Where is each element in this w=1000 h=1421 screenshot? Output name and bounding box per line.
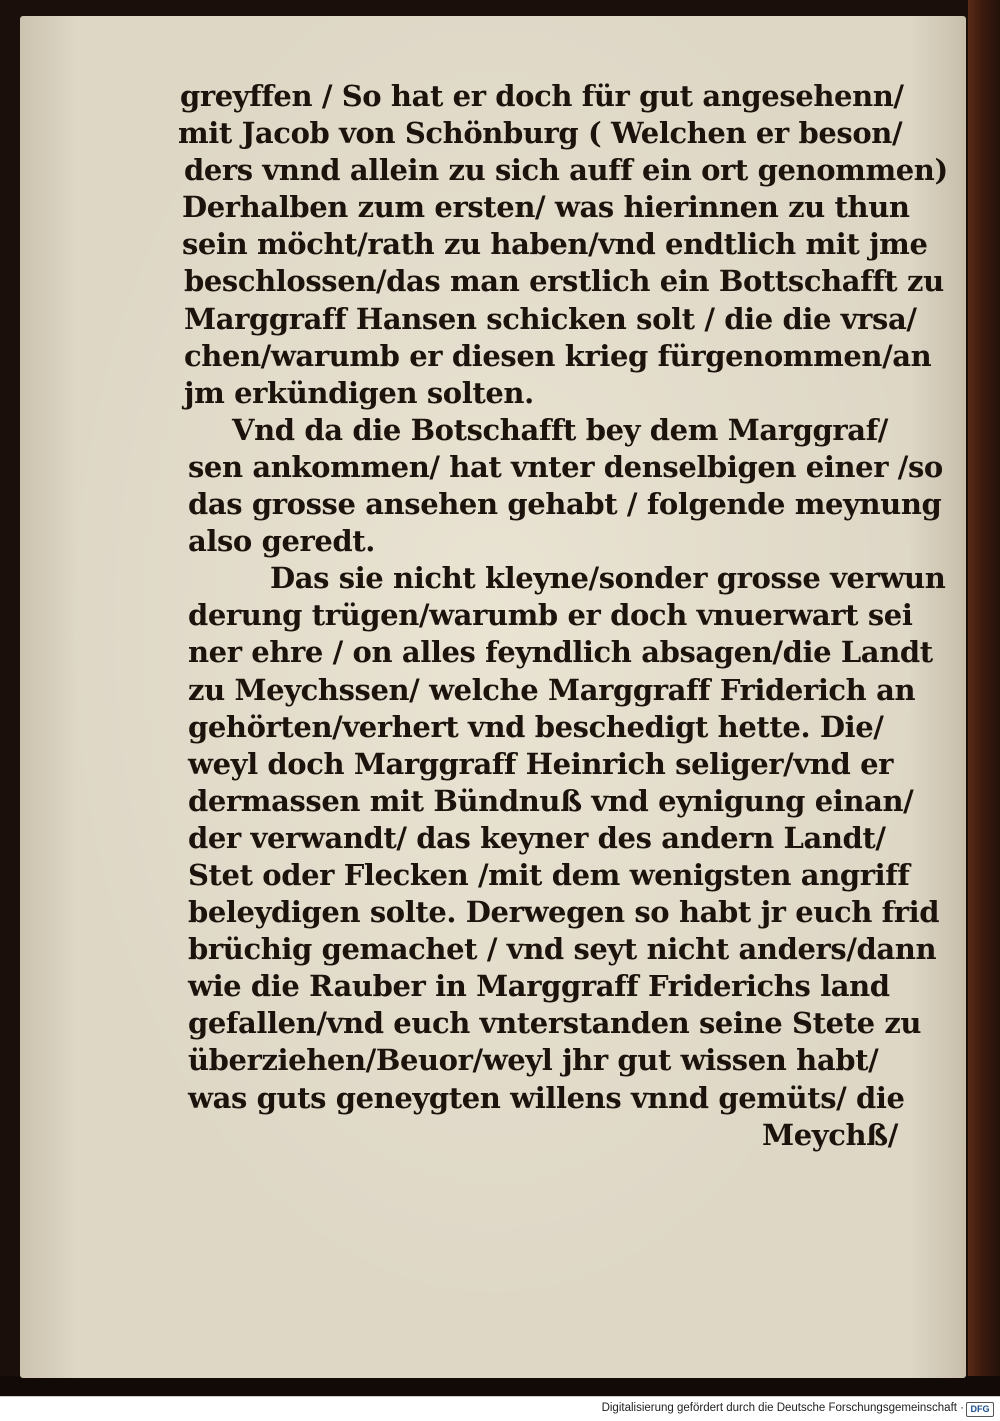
text-line: der verwandt/ das keyner des andern Landt/	[188, 820, 886, 855]
book-binding-edge	[968, 0, 1000, 1396]
text-line: weyl doch Marggraff Heinrich seliger/vnd er	[188, 746, 894, 781]
text-line: gehörten/verhert vnd beschedigt hette. Die/	[188, 709, 884, 744]
dfg-logo: DFG	[966, 1402, 994, 1417]
text-line: wie die Rauber in Marggraff Friderichs land	[188, 969, 890, 1004]
text-line: zu Meychssen/ welche Marggraff Friderich an	[188, 672, 916, 707]
text-line: das grosse ansehen gehabt / folgende meynung	[188, 487, 942, 522]
catchword: Meychß/	[762, 1117, 898, 1152]
text-line: sen ankommen/ hat vnter denselbigen einer /so	[188, 449, 943, 484]
text-line: beleydigen solte. Derwegen so habt jr euch frid	[188, 895, 940, 930]
text-line: überziehen/Beuor/weyl jhr gut wissen habt/	[188, 1043, 879, 1078]
text-line: gefallen/vnd euch vnterstanden seine Stete zu	[188, 1006, 922, 1041]
text-line: Stet oder Flecken /mit dem wenigsten angriff	[188, 857, 910, 892]
book-binding-bottom	[0, 1376, 1000, 1396]
text-line: sein möcht/rath zu haben/vnd endtlich mit jme	[182, 227, 928, 262]
footer-funding-notice: Digitalisierung gefördert durch die Deutsche Forschungsgemeinschaft ·	[601, 1402, 964, 1414]
text-line: jm erkündigen solten.	[184, 375, 534, 410]
text-line: was guts geneygten willens vnnd gemüts/ die	[188, 1080, 905, 1115]
text-line: mit Jacob von Schönburg ( Welchen er beson/	[178, 116, 903, 151]
text-line: dermassen mit Bündnuß vnd eynigung einan/	[188, 783, 914, 818]
text-line: Das sie nicht kleyne/sonder grosse verwun	[270, 561, 946, 596]
text-line: chen/warumb er diesen krieg fürgenommen/an	[184, 338, 932, 373]
text-line: ders vnnd allein zu sich auff ein ort genommen)	[184, 153, 948, 188]
text-line: also geredt.	[188, 524, 375, 559]
text-line: derung trügen/warumb er doch vnuerwart sei	[188, 598, 913, 633]
text-line: ner ehre / on alles feyndlich absagen/die Landt	[188, 635, 933, 670]
page-text-block	[178, 78, 948, 1154]
footer-bar	[0, 1396, 1000, 1421]
text-line: beschlossen/das man erstlich ein Bottschafft zu	[184, 264, 944, 299]
text-line: brüchig gemachet / vnd seyt nicht anders/dann	[188, 932, 937, 967]
text-line: greyffen / So hat er doch für gut angesehenn/	[180, 79, 904, 113]
text-line: Vnd da die Botschafft bey dem Marggraf/	[232, 412, 888, 447]
text-line: Marggraff Hansen schicken solt / die die vrsa/	[184, 301, 917, 336]
text-line: Derhalben zum ersten/ was hierinnen zu thun	[182, 190, 910, 225]
